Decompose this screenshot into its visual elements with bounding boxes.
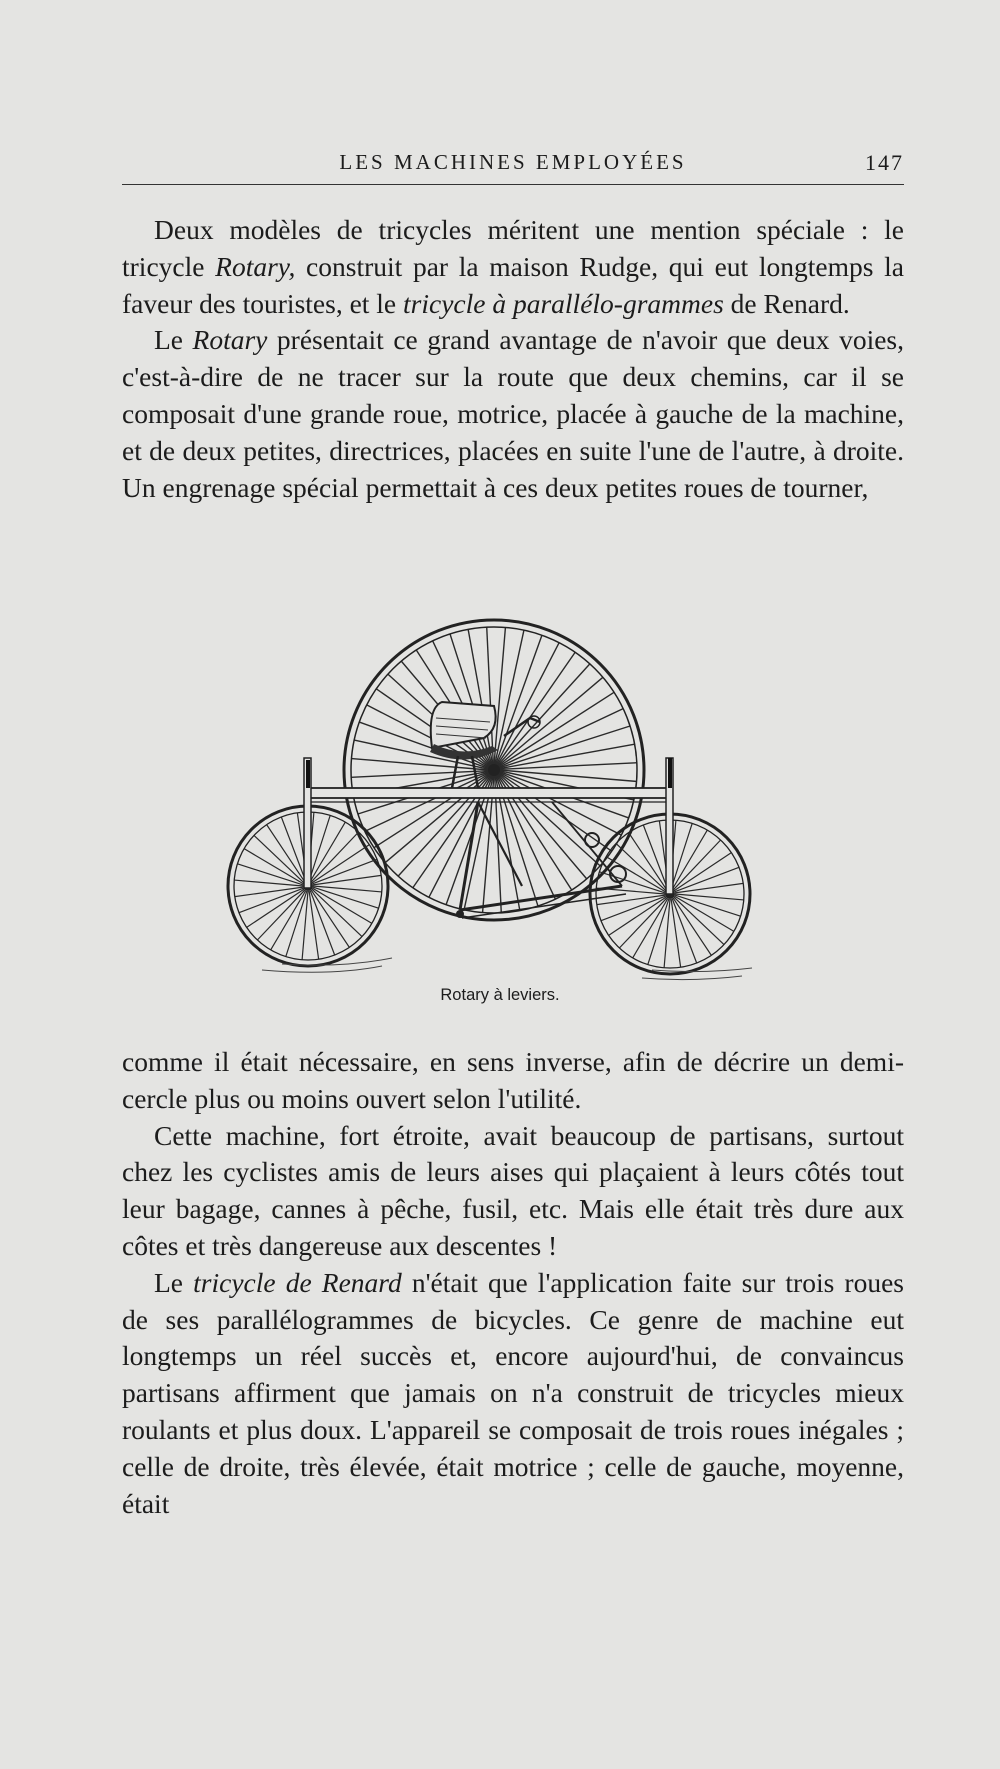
running-title: LES MACHINES EMPLOYÉES xyxy=(339,150,687,174)
text-run: construit par la maison Rudge, qui eut longtemps la faveur des touristes, et le xyxy=(122,250,904,319)
italic-term: tricycle à parallélo-grammes xyxy=(403,287,724,319)
text-block-bottom xyxy=(122,1044,904,1522)
italic-term: Rotary, xyxy=(215,250,296,282)
paragraph xyxy=(122,212,904,322)
paragraph: comme il était nécessaire, en sens inverse, afin de décrire un demi-cercle plus ou moins ouvert selon l'utilité. xyxy=(122,1046,904,1114)
text-run: de Renard. xyxy=(723,287,850,319)
italic-term: Rotary xyxy=(192,324,268,356)
text-run: présentait ce grand avantage de n'avoir que deux voies, c'est-à-dire de ne tracer sur la route que deux chemins, car il se composait d'une grande roue, motrice, placée à gauche de la machine, et de deux petites, directrices, placées en suite l'une de l'autre, à droite. Un engrenage spécial permettait à ces deux petites roues de tourner, xyxy=(122,324,904,503)
figure-caption: Rotary à leviers. xyxy=(440,986,560,1004)
italic-term: tricycle de Renard xyxy=(193,1266,402,1298)
paragraph xyxy=(122,322,904,506)
rotary-tricycle-illustration xyxy=(222,618,762,983)
paragraph: Cette machine, fort étroite, avait beaucoup de partisans, surtout chez les cyclistes amis de leurs aises qui plaçaient à leurs côtés tout leur bagage, cannes à pêche, fusil, etc. Mais elle était très dure aux côtes et très dangereuse aux descentes ! xyxy=(122,1119,904,1261)
running-head xyxy=(122,150,904,185)
text-run: n'était que l'application faite sur trois roues de ses parallélogrammes de bicycles. Ce genre de machine eut longtemps un réel succès et, encore aujourd'hui, de convaincus partisans affirment que jamais on n'a construit de tricycles mieux roulants et plus doux. L'appareil se composait de trois roues inégales ; celle de droite, très élevée, était motrice ; celle de gauche, moyenne, était xyxy=(122,1266,904,1519)
tricycle-engraving xyxy=(222,618,762,983)
text-run: Deux modèles de tricycles méritent une mention spéciale : le tricycle xyxy=(122,214,904,282)
page-number: 147 xyxy=(865,150,904,175)
text-run: Le xyxy=(154,1266,194,1298)
text-run: Le xyxy=(154,324,193,356)
text-block-top xyxy=(122,212,904,506)
paragraph xyxy=(122,1265,904,1523)
